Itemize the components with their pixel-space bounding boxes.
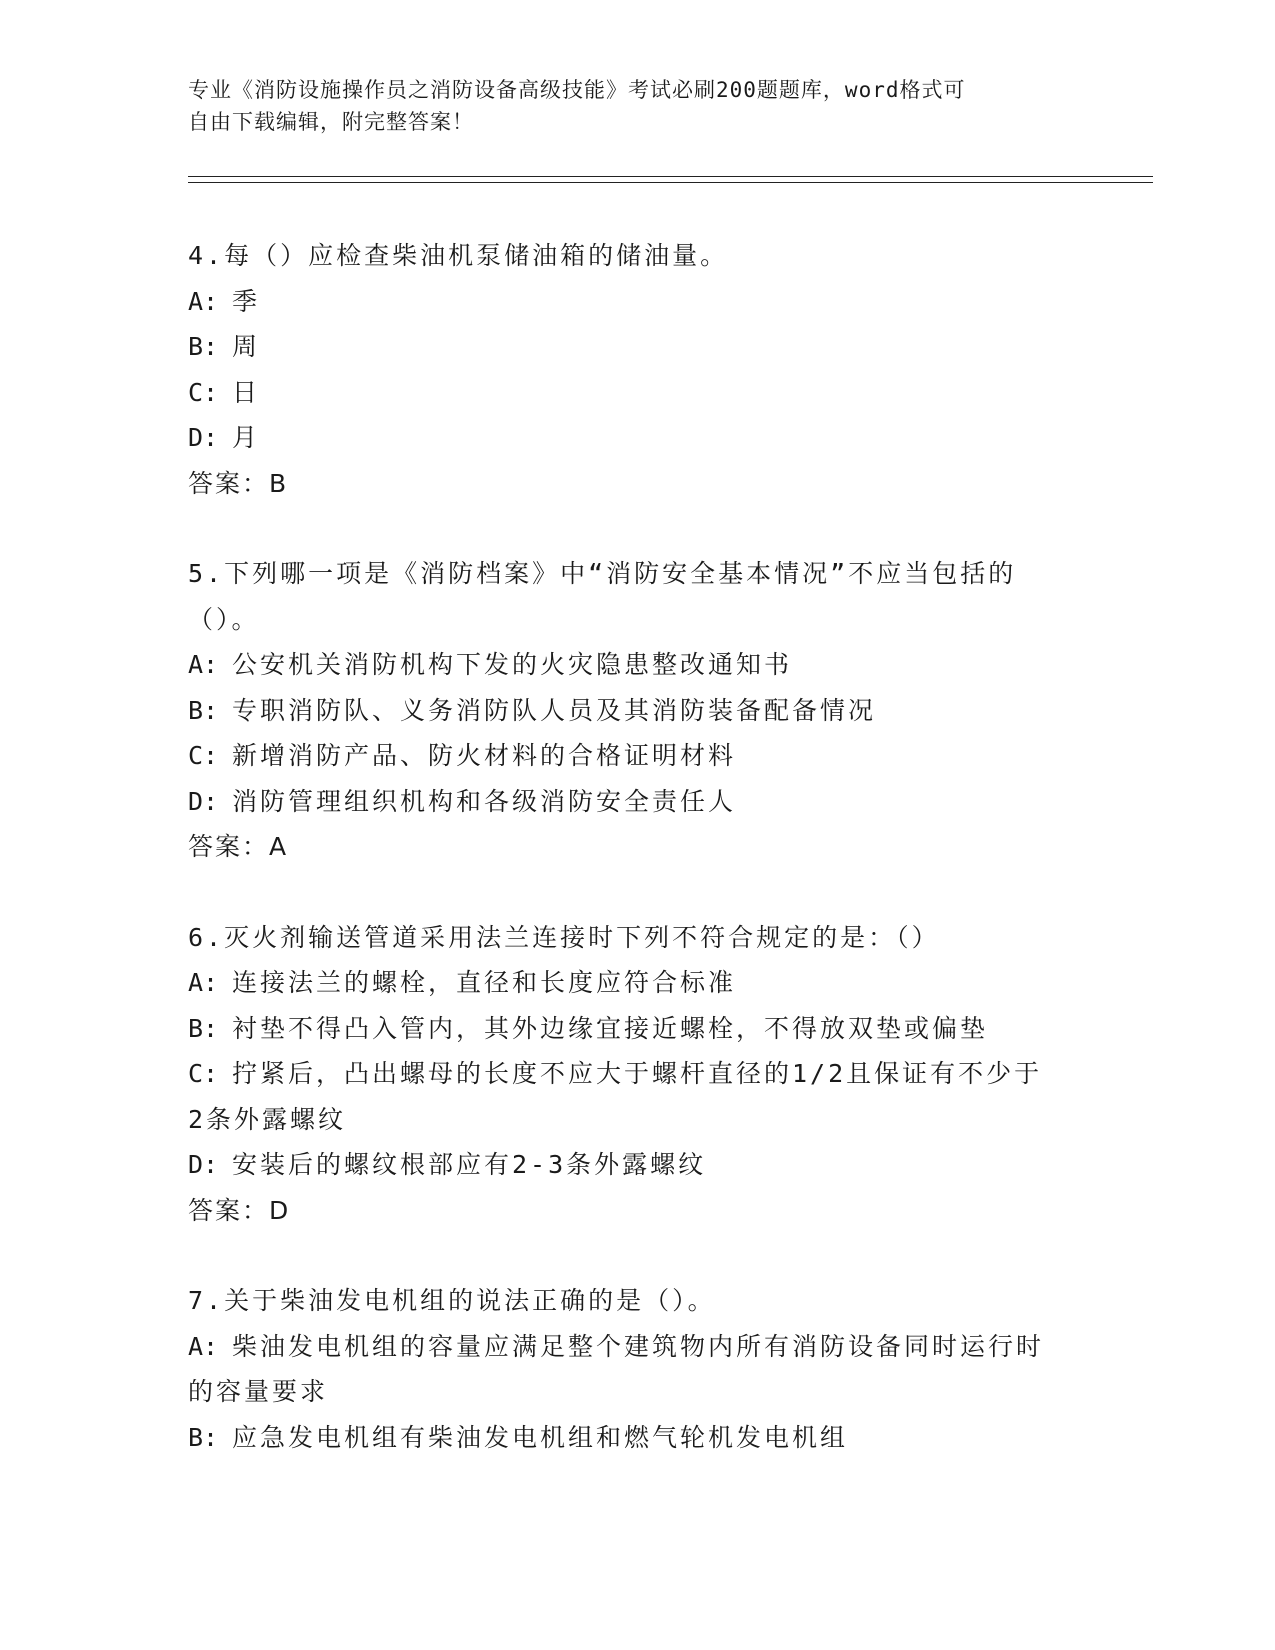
- option-line: [188, 1324, 1088, 1370]
- option-line: [188, 1369, 1088, 1415]
- option-key: A:: [188, 650, 219, 679]
- option-line: [188, 415, 1088, 461]
- option-line: [188, 688, 1088, 734]
- option-line: [188, 1097, 1088, 1143]
- question-block: [188, 551, 1088, 870]
- option-text: 公安机关消防机构下发的火灾隐患整改通知书: [232, 650, 793, 679]
- option-line: [188, 279, 1088, 325]
- option-key: A:: [188, 286, 219, 316]
- option-key: D:: [188, 1150, 219, 1179]
- question-stem: 5.下列哪一项是《消防档案》中“消防安全基本情况”不应当包括的: [188, 559, 1017, 588]
- option-key: C:: [188, 741, 219, 770]
- option-line: [188, 324, 1088, 370]
- question-block: [188, 915, 1088, 1234]
- option-text: 周: [232, 332, 261, 361]
- header-line-2: 自由下载编辑，附完整答案！: [188, 110, 474, 134]
- option-line: [188, 960, 1088, 1006]
- option-line: [188, 370, 1088, 416]
- question-stem: 4.每（）应检查柴油机泵储油箱的储油量。: [188, 241, 729, 270]
- option-key: A:: [188, 1331, 219, 1361]
- option-line: [188, 1142, 1088, 1188]
- option-text: 日: [232, 377, 261, 407]
- option-key: C:: [188, 1059, 219, 1088]
- option-text: 衬垫不得凸入管内，其外边缘宜接近螺栓，不得放双垫或偏垫: [232, 1013, 989, 1043]
- question-stem: （）。: [188, 604, 260, 634]
- header-rule-top: [188, 176, 1153, 177]
- option-text: 拧紧后，凸出螺母的长度不应大于螺杆直径的1/2且保证有不少于: [232, 1059, 1043, 1088]
- option-line: [188, 1051, 1088, 1097]
- question-list: [188, 233, 1088, 1505]
- option-text: 安装后的螺纹根部应有2-3条外露螺纹: [232, 1150, 707, 1179]
- option-key: A:: [188, 968, 219, 997]
- header-rule-bottom: [188, 182, 1153, 183]
- document-header: [188, 74, 1068, 138]
- answer-line: 答案：D: [188, 1195, 291, 1225]
- option-text: 柴油发电机组的容量应满足整个建筑物内所有消防设备同时运行时: [232, 1331, 1045, 1361]
- question-stem: 6.灭火剂输送管道采用法兰连接时下列不符合规定的是：（）: [188, 922, 940, 952]
- option-text: 新增消防产品、防火材料的合格证明材料: [232, 741, 737, 770]
- option-text: 2条外露螺纹: [188, 1104, 347, 1134]
- option-text: 的容量要求: [188, 1377, 329, 1406]
- option-line: [188, 779, 1088, 825]
- option-key: D:: [188, 423, 219, 452]
- option-text: 应急发电机组有柴油发电机组和燃气轮机发电机组: [232, 1422, 849, 1452]
- option-text: 连接法兰的螺栓，直径和长度应符合标准: [232, 968, 737, 997]
- option-text: 消防管理组织机构和各级消防安全责任人: [232, 786, 737, 816]
- option-line: [188, 1006, 1088, 1052]
- question-stem: 7.关于柴油发电机组的说法正确的是（）。: [188, 1286, 716, 1315]
- option-key: B:: [188, 695, 219, 725]
- answer-line: 答案：B: [188, 468, 289, 498]
- option-key: C:: [188, 377, 219, 407]
- option-key: B:: [188, 332, 219, 361]
- option-key: D:: [188, 786, 219, 816]
- option-key: B:: [188, 1013, 219, 1043]
- header-line-1: 专业《消防设施操作员之消防设备高级技能》考试必刷200题题库，word格式可: [188, 78, 966, 102]
- question-block: [188, 1278, 1088, 1460]
- question-block: [188, 233, 1088, 506]
- option-line: [188, 733, 1088, 779]
- option-key: B:: [188, 1422, 219, 1452]
- answer-line: 答案：A: [188, 832, 289, 861]
- option-text: 月: [232, 423, 261, 452]
- option-text: 季: [232, 286, 261, 316]
- option-text: 专职消防队、义务消防队人员及其消防装备配备情况: [232, 695, 877, 725]
- option-line: [188, 1415, 1088, 1461]
- option-line: [188, 642, 1088, 688]
